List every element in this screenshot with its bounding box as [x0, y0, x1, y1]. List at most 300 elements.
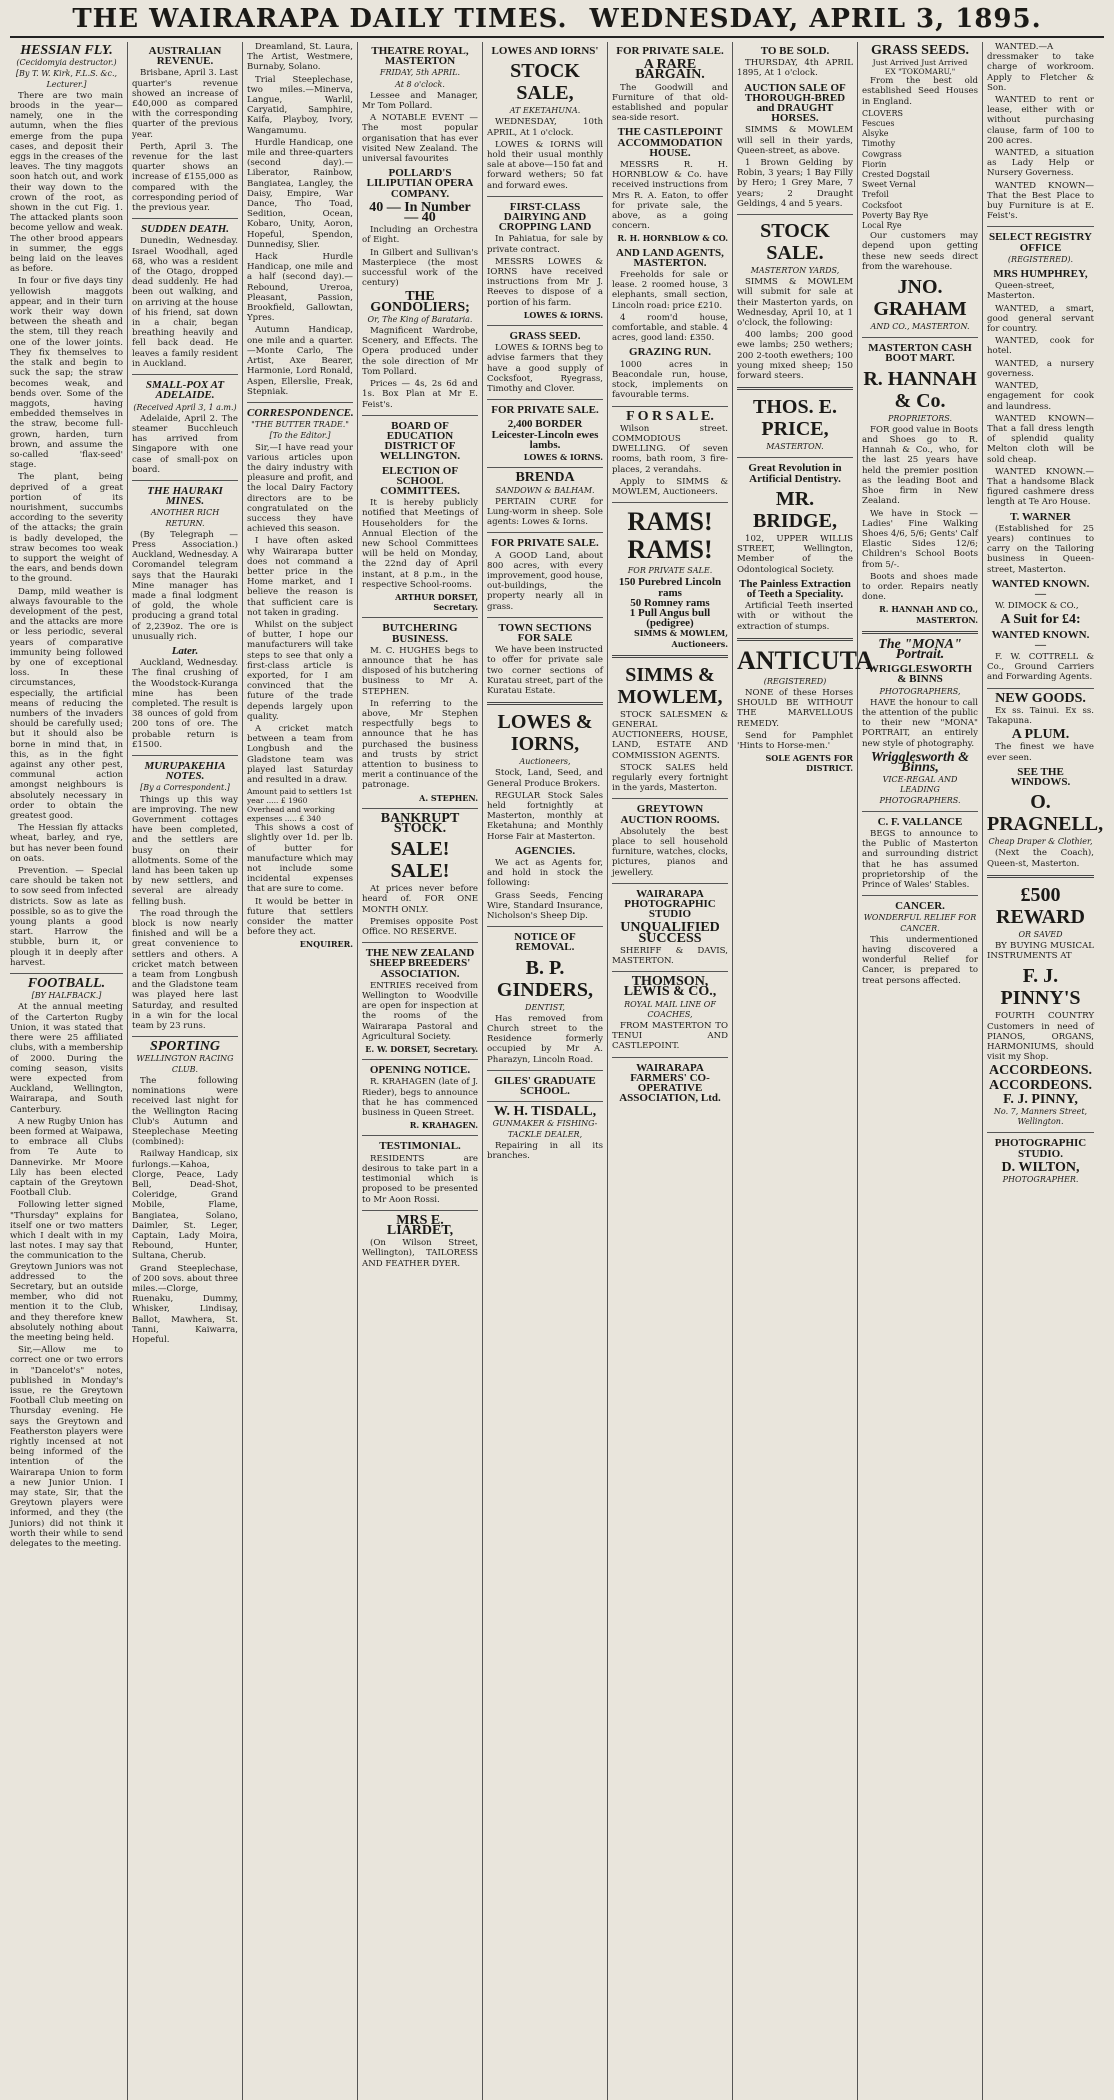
article-title-murupakehia: MURUPAKEHIA NOTES.: [144, 760, 226, 783]
paragraph: At prices never before heard of. FOR ONE MONTH ONLY.: [362, 884, 478, 915]
classified-ad: WANTED KNOWN—That the Best Place to buy Furniture is at E. Feist's.: [987, 180, 1094, 222]
paragraph: Sir,—Allow me to correct one or two errors in "Dancelot's" notes, published in Monday's issue, re the Greytown Football Club meeting on Thursday evening. He says the Greytown and Featherston players were rightly incensed at not being informed of the intention of the Wairarapa Union to form a new Junior Union. I may state, Sir, that the Greytown players were informed, and they (the Juniors) did not think it worth their while to send delegates to the meeting.: [10, 1345, 123, 1550]
divider: [987, 226, 1094, 227]
paragraph: In Gilbert and Sullivan's Masterpiece (the most successful work of the century): [362, 247, 478, 289]
seed-list-item: Local Rye: [862, 221, 902, 231]
paragraph: Following letter signed "Thursday" explains for itself one or two matters which I dealt with in my last notes. I may say that the communication to the Greytown Juniors was not addressed to the Secretary, but an outside member, who did not mention it to the Club, and they therefore knew absolutely nothing about the meeting being held.: [10, 1200, 123, 1343]
paragraph: Hack Hurdle Handicap, one mile and a half (second day).—Rebound, Ureroa, Pleasant, Passion, Brookfield, Gallowtan, Ypres.: [247, 252, 353, 324]
ad-subtitle: AT EKETAHUNA.: [509, 106, 581, 116]
divider: [487, 532, 603, 533]
divider: [132, 755, 238, 756]
paragraph: M. C. HUGHES begs to announce that he has disposed of his butchering business to Mr A. STEPHEN.: [362, 645, 478, 697]
paragraph: Magnificent Wardrobe, Scenery, and Effects. The Opera produced under the sole direction of Mr Tom Pollard.: [362, 326, 478, 377]
ad-title: W. H. TISDALL,: [493, 1104, 597, 1120]
paragraph: Dreamland, St. Laura, The Artist, Westmere, Burnaby, Solano.: [247, 42, 353, 73]
seed-list-item: Cocksfoot: [862, 200, 903, 210]
ad-title: GREYTOWN AUCTION ROOMS.: [620, 803, 720, 826]
paragraph: I have often asked why Wairarapa butter does not command a better price in the Home market, and I believe the reason is that sufficient care is not taken in grading.: [247, 536, 353, 618]
ad-title-hannah: R. HANNAH & Co.: [863, 367, 977, 412]
ad-title-simms-mowlem: SIMMS & MOWLEM,: [617, 663, 723, 708]
list-item: 1 Pull Angus bull (pedigree): [629, 606, 711, 630]
article-title-sporting: SPORTING: [149, 1039, 220, 1055]
signature: ARTHUR DORSET, Secretary.: [395, 591, 478, 613]
article-byline: [To the Editor.]: [269, 431, 331, 441]
paragraph: Freeholds for sale or lease. 2 roomed house, 3 elephants, small section, Lincoln road: price £210.: [612, 270, 728, 311]
paragraph: Dunedin, Wednesday. Israel Woodhall, aged 68, who was a resident of the Otago, dropped dead suddenly. He had been out walking, and on arriving at the house of his friend, sat down in a chair, began breathing heavily and fell back dead. He leaves a family resident in Auckland.: [132, 236, 238, 369]
divider: [362, 1059, 478, 1060]
paragraph: STOCK SALESMEN & GENERAL AUCTIONEERS, HOUSE, LAND, ESTATE AND COMMISSION AGENTS.: [612, 709, 728, 761]
paragraph: Premises opposite Post Office. NO RESERVE.: [362, 916, 478, 938]
divider: [862, 811, 978, 812]
paragraph: 1000 acres in Beacondale run, house, stock, implements on favourable terms.: [612, 359, 728, 401]
paragraph: Wilson street. COMMODIOUS DWELLING. Of seven rooms, bath room, 3 fire-places, 2 verandahs.: [612, 423, 728, 475]
divider: [612, 798, 728, 799]
divider: [132, 218, 238, 219]
divider: [10, 973, 123, 974]
ad-title-pragnell: O. PRAGNELL,: [987, 791, 1104, 836]
ad-title: GILES' GRADUATE SCHOOL.: [494, 1074, 596, 1098]
paragraph: The plant, being deprived of a great portion of its nourishment, succumbs according to the severity of the attacks; the grain is badly developed, the straw becomes too weak to support the weight of the ears, and bends down to the ground.: [10, 472, 123, 585]
ad-subtitle: EX "TOKOMARU,": [884, 67, 956, 77]
ad-title: GRAZING RUN.: [629, 346, 711, 359]
paragraph: (By Telegraph — Press Association.) Auckland, Wednesday. A Coromandel telegram says that the Hauraki Mine manager has made a final lodgment of gold, the whole producing a grand total of 2,239oz. The ore is unusually rich.: [132, 529, 238, 642]
paragraph: The Goodwill and Furniture of that old-established and popular sea-side resort.: [612, 82, 728, 124]
paragraph: This undermentioned having discovered a wonderful Relief for Cancer, is prepared to treat persons affected.: [862, 934, 978, 986]
classified-ad: WANTED KNOWN—That a fall dress length of splendid quality Melton cloth will be sold cheap.: [987, 413, 1094, 465]
divider: [362, 1210, 478, 1211]
ad-title-grass-seeds: GRASS SEEDS.: [870, 43, 970, 58]
divider: [487, 325, 603, 326]
article-subtitle: (Cecidomyia destructor.): [16, 58, 117, 68]
divider: [612, 502, 728, 503]
ad-subtitle: FRIDAY, 5th APRIL.: [379, 68, 461, 78]
ad-title: F O R S A L E.: [626, 408, 714, 424]
ad-title-rams: RAMS! RAMS!: [627, 507, 713, 565]
seed-list-item: Trefoil: [862, 190, 889, 200]
ad-title-gondoliers: THE GONDOLIERS;: [370, 289, 470, 315]
signature: R. KRAHAGEN.: [409, 1120, 478, 1131]
divider: [862, 337, 978, 338]
classified-ad: WANTED, cook for hotel.: [987, 336, 1094, 357]
divider: [362, 1135, 478, 1136]
paragraph: Brisbane, April 3. Last quarter's revenue showed an increase of £40,000 as compared with the corresponding quarter of the previous year.: [132, 68, 238, 140]
ad-title: D. WILTON,: [1001, 1159, 1080, 1175]
paragraph: Repairing in all its branches.: [487, 1140, 603, 1162]
paragraph: The road through the block is now nearly finished and will be a great convenience to settlers and others. A cricket match between a team from Longbush and the Gladstone team was played here last Saturday, and resulted in a win for the local team by 23 runs.: [132, 908, 238, 1032]
divider: [132, 374, 238, 375]
divider: [362, 942, 478, 943]
ad-title: FOR PRIVATE SALE.: [616, 45, 724, 57]
ad-subtitle: At 8 o'clock.: [395, 79, 445, 89]
ad-title: WANTED KNOWN.—: [991, 577, 1090, 600]
paragraph: Artificial Teeth inserted with or without the extraction of stumps.: [737, 601, 853, 632]
paragraph: SIMMS & MOWLEM will sell in their yards, Queen-street, as above.: [737, 125, 853, 156]
ad-subtitle: No. 7, Manners Street, Wellington.: [993, 1107, 1088, 1127]
signature: E. W. DORSET, Secretary.: [365, 1044, 478, 1055]
paragraph: We have in Stock — Ladies' Fine Walking Shoes 4/6, 5/6; Gents' Calf Elastic Sides 12/6; Children's School Boots from 5/-.: [862, 508, 978, 570]
newspaper-title: THE WAIRARAPA DAILY TIMES.: [72, 4, 568, 34]
ad-title: TESTIMONIAL.: [379, 1140, 461, 1153]
ad-title: MRS HUMPHREY,: [993, 268, 1088, 281]
ad-subtitle: Cheap Draper & Clothier,: [988, 837, 1093, 847]
paragraph: Railway Handicap, six furlongs.—Kahoa, Clorge, Peace, Lady Bell, Dead-Shot, Coleridge, Grand Mobile, Flame, Bangiatea, Solano, Daimler, St. Leger, Captain, Lady Moira, Rebound, Hunter, Sultana, Cherub.: [132, 1149, 238, 1262]
paragraph: R. KRAHAGEN (late of J. Rieder), begs to announce that he has commenced business in Queen Street.: [362, 1077, 478, 1119]
ad-title: ACCORDEONS.: [988, 1063, 1093, 1079]
ad-title: F. J. PINNY,: [1003, 1091, 1078, 1107]
list-item: 50 Romney rams: [630, 596, 710, 609]
ledger-line: Overhead and working expenses ..... £ 340: [247, 805, 336, 824]
paragraph: Absolutely the best place to sell household furniture, watches, clocks, pictures, pianos and jewellery.: [612, 826, 728, 878]
column-9: [983, 42, 1104, 2100]
divider: [487, 196, 603, 197]
ad-title-reward: £500 REWARD: [996, 883, 1085, 928]
divider: [247, 402, 353, 403]
paragraph: 1 Brown Gelding by Robin, 3 years; 1 Bay Filly by Hero; 1 Grey Mare, 7 years; 2 Draught Geldings, 4 and 5 years.: [737, 158, 853, 209]
paragraph: BY BUYING MUSICAL INSTRUMENTS AT: [987, 941, 1094, 962]
signature: SIMMS & MOWLEM, Auctioneers.: [634, 628, 728, 649]
ad-title-stock-sale: STOCK SALE.: [760, 220, 830, 265]
paragraph: Prices — 4s, 2s 6d and 1s. Box Plan at Mr E. Feist's.: [362, 379, 478, 410]
ad-title: OPENING NOTICE.: [369, 1064, 471, 1077]
seed-list-item: Sweet Vernal: [862, 180, 916, 190]
ad-subtitle: WONDERFUL RELIEF FOR CANCER.: [863, 913, 977, 933]
signature: R. HANNAH AND CO., MASTERTON.: [879, 604, 978, 625]
divider: [487, 467, 603, 468]
paragraph: This shows a cost of slightly over 1d. per lb. of butter for manufacture which may not include some incidental expenses that are sure to come.: [247, 823, 353, 895]
article-subtitle: ANOTHER RICH RETURN.: [150, 508, 220, 528]
ad-subtitle: PROPRIETORS.: [887, 413, 953, 423]
ad-subtitle: DENTIST,: [525, 1002, 565, 1012]
seed-list-item: CLOVERS: [862, 108, 903, 118]
ad-title: BRENDA: [515, 470, 575, 486]
ad-title: LOWES AND IORNS': [491, 45, 599, 57]
ad-title: MASTERTON CASH BOOT MART.: [868, 342, 972, 365]
ad-title: GRASS SEED.: [509, 330, 581, 343]
ad-title: ACCORDEONS.: [988, 1077, 1093, 1093]
paragraph: Prevention. — Special care should be taken not to sow seed from infected districts. Sow as late as possible, so as to give the young plants a good start. Harrow the stubble, burn it, or plough it in deeply after harvest.: [10, 866, 123, 968]
paragraph: Autumn Handicap, one mile and a quarter.—Monte Carlo, The Artist, Axe Bearer, Harmonie, Lord Ronald, Aspen, Ellerslie, Freak, Stepniak.: [247, 325, 353, 397]
paragraph: In Pahiatua, for sale by private contract.: [487, 234, 603, 255]
divider: [987, 875, 1094, 878]
seed-list-item: Alsyke: [862, 129, 889, 139]
ad-title: MRS E. LIARDET,: [386, 1212, 454, 1238]
divider: [987, 1132, 1094, 1133]
seed-list-item: Cowgrass: [862, 149, 902, 159]
column-7: [733, 42, 874, 2100]
paragraph: REGULAR Stock Sales held fortnightly at Masterton, monthly at Eketahuna; and Monthly Horse Fair at Masterton.: [487, 790, 603, 842]
paragraph: SIMMS & MOWLEM will submit for sale at their Masterton yards, on Wednesday, April 10, at 1 o'clock, the following:: [737, 277, 853, 329]
paragraph: RESIDENTS are desirous to take part in a testimonial which is proposed to be presented to Mr Aoon Rossi.: [362, 1153, 478, 1205]
ad-title: A RARE BARGAIN.: [635, 57, 705, 83]
divider: [612, 883, 728, 884]
article-subtitle: "THE BUTTER TRADE.": [251, 420, 349, 430]
ad-title: WRIGGLESWORTH & BINNS: [867, 663, 973, 686]
ad-title: THOMSON, LEWIS & CO.,: [623, 974, 717, 1000]
paragraph: (On Wilson Street, Wellington), TAILORESS AND FEATHER DYER.: [362, 1238, 478, 1269]
divider: [737, 387, 853, 390]
paragraph: FROM MASTERTON TO TENUI AND CASTLEPOINT.: [612, 1021, 728, 1052]
divider: [862, 895, 978, 896]
ad-subtitle: PHOTOGRAPHER.: [1002, 1175, 1079, 1185]
ad-title: FOR PRIVATE SALE.: [491, 537, 599, 550]
paragraph: F. W. COTTRELL & Co., Ground Carriers and Forwarding Agents.: [987, 651, 1094, 683]
signature: R. H. HORNBLOW & CO.: [617, 233, 728, 244]
ad-title: UNQUALIFIED SUCCESS: [620, 920, 720, 946]
paragraph: Including an Orchestra of Eight.: [362, 225, 478, 246]
divider: [132, 1036, 238, 1037]
seed-list-item: Timothy: [862, 139, 896, 149]
divider: [362, 415, 478, 416]
ad-title-mr-bridge: MR. BRIDGE,: [753, 487, 837, 532]
paragraph: Trial Steeplechase, two miles.—Minerva, Langue, Warlil, Caryatid, Samphire, Kaifa, Playboy, Ivory, Wangamumu.: [247, 74, 353, 136]
ad-subtitle: Auctioneers,: [519, 757, 571, 767]
paragraph: ENTRIES received from Wellington to Woodville are open for inspection at the rooms of the Wairarapa Pastoral and Agricultural Society.: [362, 980, 478, 1042]
ad-title: 40 — In Number — 40: [369, 199, 471, 226]
paragraph: At the annual meeting of the Carterton Rugby Union, it was stated that there were 25 affiliated clubs, with a membership of 2000. During the coming season, visits were expected from Auckland, Wellington, Wairarapa, and South Canterbury.: [10, 1002, 123, 1115]
paragraph: STOCK SALES held regularly every fortnight in the yards, Masterton.: [612, 762, 728, 794]
ad-title: SEE THE WINDOWS.: [1010, 765, 1071, 788]
ad-title: T. WARNER: [1010, 510, 1071, 523]
paragraph: Queen-street, Masterton.: [987, 281, 1055, 302]
ad-title: FIRST-CLASS DAIRYING AND CROPPING LAND: [498, 200, 592, 234]
paragraph: WEDNESDAY, 10th APRIL, At 1 o'clock.: [487, 117, 603, 138]
ad-title: Great Revolution in Artificial Dentistry.: [748, 462, 842, 485]
divider: [612, 655, 728, 658]
paragraph: It is hereby publicly notified that Meetings of Householders for the Annual Election of the new School Committees will be held on Monday, the 22nd day of April instant, at 8 p.m., in the respective School-rooms.: [362, 498, 478, 590]
ad-title: WANTED KNOWN.—: [991, 628, 1090, 651]
signature: A. STEPHEN.: [419, 792, 478, 803]
ad-title: The Painless Extraction of Teeth a Speciality.: [739, 577, 851, 600]
ad-title-mona-portrait: The "MONA" Portrait.: [878, 636, 962, 662]
article-title-correspondence: CORRESPONDENCE.: [247, 406, 354, 419]
paragraph: Damp, mild weather is always favourable to the development of the pest, and the attacks are more or less periodic, several years of comparative immunity being followed by one of exceptional loss. In these circumstances, especially, the artificial means of reducing the numbers of the invaders should be carefully used; but it should also be borne in mind that, in this, as in the fight against any other pest, communal action amongst neighbours is absolutely necessary in order to obtain the greatest good.: [10, 586, 123, 822]
article-title-australian-revenue: AUSTRALIAN REVENUE.: [148, 45, 222, 68]
classified-ad: WANTED to rent or lease, either with or without purchasing clause, farm of 100 to 200 acres.: [987, 95, 1094, 146]
ad-title: A Suit for £4:: [1000, 612, 1081, 628]
ad-title: ELECTION OF SCHOOL COMMITTEES.: [380, 464, 460, 497]
divider: [487, 926, 603, 927]
divider: [987, 688, 1094, 689]
ad-title: B. P. GINDERS,: [496, 956, 594, 1001]
list-item: 150 Purebred Lincoln rams: [618, 576, 722, 599]
article-byline: [BY HALFBACK.]: [31, 991, 102, 1001]
ad-title: AND LAND AGENTS, MASTERTON.: [616, 246, 724, 269]
ad-title: AUCTION SALE OF THOROUGH-BRED and DRAUGHT HORSES.: [744, 81, 846, 125]
ad-title: THE CASTLEPOINT ACCOMMODATION HOUSE.: [617, 126, 723, 159]
paragraph: FOURTH COUNTRY Customers in need of PIANOS, ORGANS, HARMONIUMS, should visit my Shop.: [987, 1011, 1094, 1063]
ad-title: FOR PRIVATE SALE.: [491, 404, 599, 417]
paragraph: Boots and shoes made to order. Repairs neatly done.: [862, 571, 978, 603]
divider: [612, 406, 728, 407]
classified-ad: WANTED, a nursery governess.: [987, 358, 1094, 379]
paragraph: Grass Seeds, Fencing Wire, Standard Insurance, Nicholson's Sheep Dip.: [487, 890, 603, 921]
ad-subtitle: Just Arrived Just Arrived: [872, 58, 968, 68]
article-title-football: FOOTBALL.: [27, 976, 106, 992]
seed-list-item: Fiorin: [862, 159, 887, 169]
ad-title: SALE! SALE!: [390, 838, 450, 883]
column-5: [483, 42, 608, 2100]
masthead: [10, 4, 1104, 38]
paragraph: Our customers may depend upon getting these new seeds direct from the warehouse.: [862, 231, 978, 272]
paragraph: PERTAIN CURE for Lung-worm in sheep. Sole agents: Lowes & Iorns.: [487, 496, 603, 528]
paragraph: 4 room'd house, comfortable, and stable. 4 acres, good land: £350.: [612, 312, 728, 344]
ad-subtitle: (REGISTERED): [763, 676, 827, 686]
ad-subtitle: AND CO., MASTERTON.: [870, 322, 970, 332]
divider: [487, 399, 603, 400]
paragraph: Things up this way are improving. The new Government cottages have been completed, and the settlers are busy on their allotments. Some of the land has been taken up by new settlers, and several are already felling bush.: [132, 794, 238, 907]
paragraph: In referring to the above, Mr Stephen respectfully begs to announce that he has purchased the business and trusts by strict attention to business to merit a continuance of the patronage.: [362, 698, 478, 791]
ad-title: 2,400 BORDER Leicester-Lincoln ewes lambs.: [491, 418, 599, 451]
column-1: [6, 42, 128, 2100]
paragraph: HAVE the honour to call the attention of the public to their new "MONA" PORTRAIT, an entirely new style of photography.: [862, 697, 978, 749]
ad-subtitle: OR SAVED: [1018, 929, 1063, 939]
ad-subtitle: PHOTOGRAPHERS,: [879, 686, 961, 696]
paragraph: Apply to SIMMS & MOWLEM, Auctioneers.: [612, 476, 728, 497]
ledger-line: Amount paid to settlers 1st year ..... £ 1960: [247, 787, 352, 806]
paragraph: MESSRS R. H. HORNBLOW & Co. have received instructions from Mrs R. A. Eaton, to offer for private sale, the above, as a going concern.: [612, 160, 728, 232]
ad-subtitle: MASTERTON.: [766, 442, 824, 452]
divider: [487, 1101, 603, 1102]
paragraph: The finest we have ever seen.: [987, 742, 1094, 763]
paragraph: MESSRS LOWES & IORNS have received instructions from Mr J. Reeves to dispose of a portion of his farm.: [487, 256, 603, 308]
ad-subtitle: FOR PRIVATE SALE.: [627, 566, 713, 576]
article-subtitle: (Received April 3, 1 a.m.): [133, 402, 237, 412]
divider: [362, 617, 478, 618]
ad-subtitle: Or, The King of Barataria.: [367, 314, 473, 324]
column-8: [858, 42, 983, 2100]
column-4: [358, 42, 483, 2100]
paragraph: Hurdle Handicap, one mile and three-quarters (second day).—Liberator, Rainbow, Bangiatea, Langley, the Daisy, Empire, War Dance, Tho Toad, Sedition, Ocean, Kobaro, Unity, Aoron, Hopeful, Spendon, Dunnedisy, Slier.: [247, 137, 353, 250]
paragraph: A cricket match between a team from Longbush and the Gladstone team was played last Saturday and resulted in a draw.: [247, 724, 353, 786]
issue-date: WEDNESDAY, APRIL 3, 1895.: [589, 4, 1042, 34]
article-title-small-pox: SMALL-POX AT ADELAIDE.: [145, 379, 225, 402]
paragraph: Has removed from Church street to the Residence formerly occupied by Mr A. Pharazyn, Lincoln Road.: [487, 1013, 603, 1065]
paragraph: SHERIFF & DAVIS, MASTERTON.: [612, 945, 728, 967]
ad-title-thos-price: THOS. E. PRICE,: [753, 396, 837, 441]
signature: SOLE AGENTS FOR DISTRICT.: [765, 753, 853, 774]
divider: [487, 702, 603, 705]
ad-title: NEW GOODS.: [995, 690, 1086, 706]
ad-title: WAIRARAPA PHOTOGRAPHIC STUDIO: [624, 887, 716, 921]
ad-title-pinny: F. J. PINNY'S: [1000, 965, 1081, 1010]
article-title-hauraki-mines: THE HAURAKI MINES.: [147, 484, 223, 508]
ad-title: BUTCHERING BUSINESS.: [382, 622, 458, 645]
paragraph: From the best old established Seed Houses in England.: [862, 76, 978, 107]
ad-title-theatre: THEATRE ROYAL, MASTERTON: [371, 45, 469, 68]
classified-ad: WANTED KNOWN.—That a handsome Black figured cashmere dress length at Te Aro House.: [987, 466, 1094, 508]
paragraph: Send for Pamphlet 'Hints to Horse-men.': [737, 730, 853, 751]
ad-title: WAIRARAPA FARMERS' CO-OPERATIVE ASSOCIATION, Ltd.: [619, 1061, 721, 1105]
classified-ad: WANTED.—A dressmaker to take charge of workroom. Apply to Fletcher & Son.: [987, 42, 1094, 93]
classified-ad: WANTED, a situation as Lady Help or Nursery Governess.: [987, 148, 1094, 179]
paragraph: Grand Steeplechase, of 200 sovs. about three miles.—Clorge, Ruenaku, Dummy, Whisker, Lindisay, Ballot, Mawhera, St. Tanni, Kaiwarra, Hopeful.: [132, 1263, 238, 1345]
paragraph: A new Rugby Union has been formed at Waipawa, to embrace all Clubs from Te Aute to Dannevirke. Mr Moore Lily has been elected captain of the Greytown Football Club.: [10, 1116, 123, 1199]
article-title-hessian-fly: HESSIAN FLY.: [20, 43, 113, 58]
ad-subtitle: GUNMAKER & FISHING-TACKLE DEALER,: [492, 1119, 598, 1139]
paragraph: LOWES & IORNS will hold their usual monthly sale at above—150 fat and forward wethers; 50 fat and forward ewes.: [487, 139, 603, 191]
seed-list-item: Fescues: [862, 119, 895, 129]
paragraph: W. DIMOCK & CO.,: [995, 601, 1079, 612]
ad-title: PHOTOGRAPHIC STUDIO.: [994, 1137, 1087, 1160]
paragraph: Adelaide, April 2. The steamer Bucchleuch has arrived from Singapore with one case of small-pox on board.: [132, 413, 238, 475]
paragraph: Whilst on the subject of butter, I hope our manufacturers will take steps to see that only a first-class article is exported, for I am convinced that the future of the trade depends largely upon quality.: [247, 619, 353, 722]
paragraph: It would be better in future that settlers consider the matter before they act.: [247, 896, 353, 938]
divider: [737, 638, 853, 641]
paragraph: Ex ss. Tainui. Ex ss. Takapuna.: [987, 705, 1094, 726]
divider: [612, 1057, 728, 1058]
column-3: [243, 42, 358, 2100]
paragraph: Auckland, Wednesday. The final crushing of the Woodstock-Kuranga mine has been completed. The result is 38 ounces of gold from 200 tons of ore. The probable return is £1500.: [132, 658, 238, 750]
signature: LOWES & IORNS.: [523, 309, 603, 320]
paragraph: In four or five days tiny yellowish maggots appear, and in their turn work their way down between the sheath and the stem, till they reach one of the lower joints. They fix themselves to the stalk and begin to suck the sap; the straw becomes weak, and bends over. Some of the maggots, having embedded themselves in the straw, become full-grown, harden, turn brown, and assume the so-called 'flax-seed' stage.: [10, 276, 123, 471]
article-title-later: Later.: [171, 644, 199, 657]
ad-subtitle: (REGISTERED).: [1007, 254, 1074, 264]
ad-title: THE NEW ZEALAND SHEEP BREEDERS' ASSOCIATION.: [365, 947, 475, 980]
divider: [862, 631, 978, 634]
paragraph: (Next the Coach), Queen-st, Masterton.: [987, 848, 1094, 869]
ad-title: NOTICE OF REMOVAL.: [514, 931, 576, 954]
ad-subtitle: SANDOWN & BALHAM.: [495, 485, 595, 495]
signature: LOWES & IORNS.: [523, 452, 603, 463]
classified-ad: WANTED, a smart, good general servant for country.: [987, 303, 1094, 335]
paragraph: The Hessian fly attacks wheat, barley, and rye, but has never been found on oats.: [10, 823, 123, 864]
ad-title: C. F. VALLANCE: [877, 815, 963, 828]
divider: [737, 214, 853, 215]
paragraph: Sir,—I have read your various articles upon the dairy industry with pleasure and profit, and the local Dairy Factory directors are to be congratulated on the success they have achieved this season.: [247, 442, 353, 535]
paragraph: 102, UPPER WILLIS STREET, Wellington, Member of the Odontological Society.: [737, 533, 853, 575]
article-subtitle: WELLINGTON RACING CLUB.: [136, 1054, 234, 1074]
article-title-sudden-death: SUDDEN DEATH.: [140, 223, 230, 236]
paragraph: LOWES & IORNS beg to advise farmers that they have a good supply of Cocksfoot, Ryegrass, Timothy and Clover.: [487, 343, 603, 395]
paragraph: There are two main broods in the year—namely, one in the autumn, when the flies emerge from the pupa cases, and deposit their eggs in the creases of the leaves. The tiny maggots soon hatch out, and work their way down to the crown of the root, as shown in the cut Fig. 1. The attacked plants soon become yellow and weak. The other brood appears in summer, the eggs being laid on the leaves as before.: [10, 90, 123, 275]
paragraph: Lessee and Manager, Mr Tom Pollard.: [362, 90, 478, 112]
paragraph: We have been instructed to offer for private sale two corner sections of Kuratau street, part of the Kuratau Estate.: [487, 645, 603, 696]
ad-subtitle: ROYAL MAIL LINE OF COACHES,: [624, 999, 716, 1019]
paragraph: (Established for 25 years) continues to carry on the Tailoring business in Queen-street, Masterton.: [987, 523, 1094, 575]
paragraph: FOR good value in Boots and Shoes go to R. Hannah & Co., who, for the last 25 years have held the premier position as the leading Boot and Shoe firm in New Zealand.: [862, 424, 978, 507]
ad-title-jno-graham: JNO. GRAHAM: [873, 276, 967, 321]
ad-title: AGENCIES.: [514, 844, 576, 857]
ad-title: POLLARD'S LILIPUTIAN OPERA COMPANY.: [366, 167, 474, 200]
paragraph: NONE of these Horses SHOULD BE WITHOUT THE MARVELLOUS REMEDY.: [737, 687, 853, 729]
ad-title: CANCER.: [895, 900, 945, 913]
column-2: [128, 42, 243, 2100]
ad-title: BANKRUPT STOCK.: [380, 810, 460, 837]
paragraph: Perth, April 3. The revenue for the last quarter shows an increase of £155,000 as compared with the corresponding period of the previous year.: [132, 141, 238, 214]
divider: [737, 457, 853, 458]
columns: [6, 42, 1108, 2100]
paragraph: A NOTABLE EVENT — The most popular organisation that has ever visited New Zealand. The universal favourites: [362, 113, 478, 165]
paragraph: We act as Agents for, and hold in stock the following:: [487, 857, 603, 889]
ad-title: A PLUM.: [1011, 727, 1070, 743]
paragraph: A GOOD Land, about 800 acres, with every improvement, good house, out-buildings, the property nearly all in grass.: [487, 550, 603, 612]
column-6: [608, 42, 733, 2100]
article-byline: [By a Correspondent.]: [140, 783, 230, 793]
divider: [362, 808, 478, 809]
divider: [487, 617, 603, 618]
classified-ad: WANTED, engagement for cook and laundress.: [987, 381, 1094, 412]
paragraph: THURSDAY, 4th APRIL 1895, At 1 o'clock.: [737, 58, 853, 79]
ad-subtitle: MASTERTON YARDS,: [750, 266, 840, 276]
paragraph: BEGS to announce to the Public of Masterton and surrounding district that he has assumed proprietorship of the Prince of Wales' Stables.: [862, 828, 978, 890]
paragraph: Stock, Land, Seed, and General Produce Brokers.: [487, 768, 603, 789]
ad-title: TO BE SOLD.: [760, 45, 830, 57]
ad-title: SELECT REGISTRY OFFICE: [988, 231, 1093, 254]
article-byline: [By T. W. Kirk, F.L.S. &c., Lecturer.]: [15, 69, 118, 89]
divider: [132, 480, 238, 481]
signature: ENQUIRER.: [299, 939, 353, 950]
seed-list-item: Poverty Bay Rye: [862, 210, 929, 220]
